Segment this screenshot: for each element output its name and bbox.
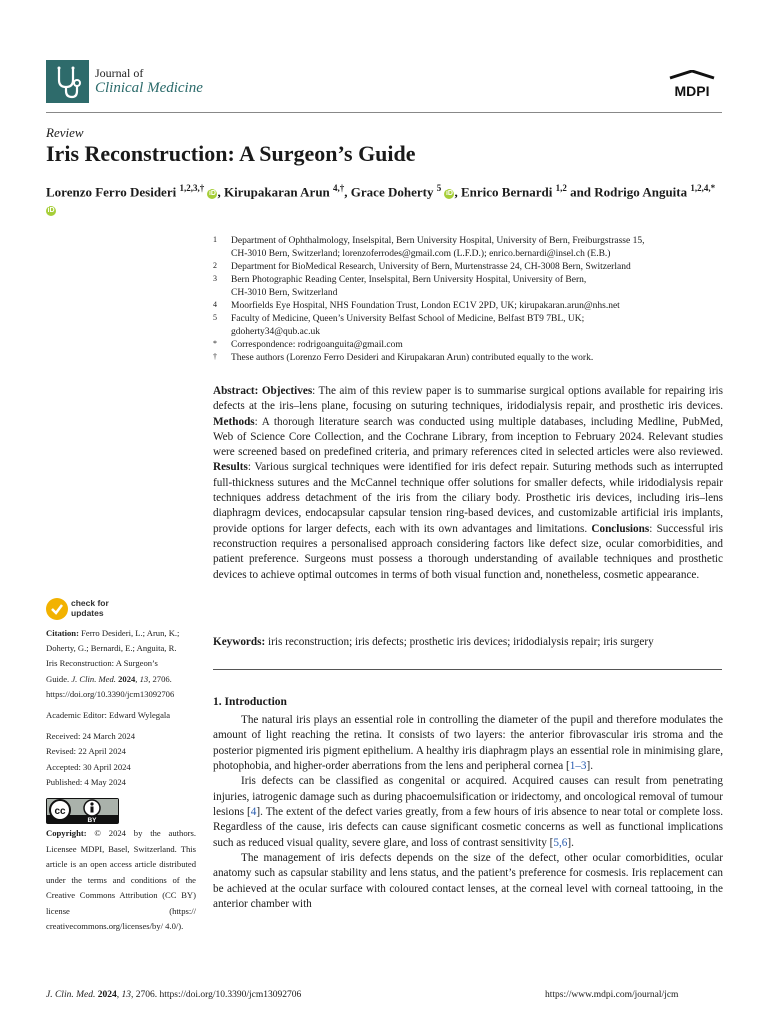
abstract-section-head: Methods (213, 415, 255, 428)
affiliation-mark: * (213, 339, 217, 348)
affiliation-line: CH-3010 Bern, Switzerland; lorenzoferrodes@gmail.com (L.F.D.); enrico.bernardi@insel.ch (E.B.) (231, 249, 611, 259)
citation-volume: 13 (139, 673, 149, 684)
affiliation-item (213, 313, 723, 339)
received-date: Received: 24 March 2024 (46, 731, 136, 742)
affiliation-line: These authors (Lorenzo Ferro Desideri and Kirupakaran Arun) contributed equally to the work. (231, 353, 594, 363)
keywords (213, 635, 723, 650)
revised-date: Revised: 22 April 2024 (46, 746, 126, 757)
affiliation-item (213, 300, 723, 313)
abstract-section-text: : Successful iris reconstruction requires a personalised approach considering factors like defect size, ocular comorbidities, and patient preference. Surgeons must possess a thorough understanding of available techniques and prosthetic devices to achieve optimal outcomes in terms of both visual function and, nonetheless, cosmetic appearance. (213, 522, 723, 581)
affiliation-line: Moorfields Eye Hospital, NHS Foundation Trust, London EC1V 2PD, UK; kirupakaran.arun@nhs.net (231, 301, 620, 311)
intro-text: Iris defects can be classified as congenital or acquired. Acquired causes can result from penetrating injuries, iatrogenic damage such as during phacoemulsification or iridectomy, and oncological removal of tumour lesions [ (213, 775, 723, 819)
journal-of-label: Journal of (95, 66, 144, 80)
intro-paragraph (213, 851, 723, 912)
author-affiliation-marks: 1,2,4,* (690, 183, 716, 193)
affiliation-line: gdoherty34@qub.ac.uk (231, 327, 320, 337)
citation-journal: J. Clin. Med. (71, 673, 116, 684)
author-separator: , (454, 184, 461, 200)
intro-text: ]. (567, 836, 574, 849)
stethoscope-icon (46, 60, 89, 103)
author-name[interactable]: Enrico Bernardi (460, 184, 553, 200)
affiliations-list (213, 235, 723, 365)
abstract-section-text: : A thorough literature search was conducted using multiple databases, including Medline, PubMed, Web of Science Core Collection, and the Cochrane Library, from inception to February 2024. Relevant studies were screened based on predefined criteria, and primary references cited in selected articles were also reviewed. (213, 415, 723, 459)
check-for-updates-line1: check for (71, 598, 109, 608)
check-for-updates-line2: updates (71, 608, 104, 618)
checkmark-icon (46, 598, 68, 620)
header-divider (46, 112, 722, 113)
article-info-sidebar (46, 626, 196, 790)
affiliation-line: Faculty of Medicine, Queen’s University Belfast School of Medicine, Belfast BT9 7BL, UK; (231, 314, 585, 324)
abstract-label: Abstract: (213, 385, 259, 397)
introduction-body (213, 713, 723, 912)
author-separator: and (566, 184, 595, 200)
author-affiliation-marks: 5 (436, 183, 442, 193)
copyright-notice (46, 826, 196, 935)
intro-paragraph (213, 713, 723, 774)
reference-link[interactable]: 5,6 (553, 836, 568, 849)
affiliation-item (213, 235, 723, 261)
intro-text: ]. (586, 760, 594, 773)
author-name[interactable]: Grace Doherty (350, 184, 434, 200)
abstract-section-text: : Various surgical techniques were identified for iris defect repair. Suturing methods such as interrupted full-thickness sutures and the McCannel technique offer solutions for smaller defects, while iridodialysis repair techniques address detachment of the iris from the ciliary body. Prosthetic iris devices, including iris–lens diaphragm devices, endocapsular capsular tension ring-based devices, and customizable artificial iris implants, provide options for larger defects, each with its own advantages and limitations. (213, 461, 723, 535)
journal-logo (46, 60, 89, 103)
citation-line: Ferro Desideri, L.; Arun, K.; (78, 628, 180, 638)
affiliation-mark: 4 (213, 300, 217, 309)
orcid-icon[interactable]: iD (47, 207, 55, 215)
author-name[interactable]: Rodrigo Anguita (594, 184, 688, 200)
article-type: Review (46, 125, 84, 140)
reference-link[interactable]: 4 (250, 806, 257, 819)
affiliation-line: Department for BioMedical Research, University of Bern, Murtenstrasse 24, CH-3008 Bern, Switzerland (231, 262, 631, 272)
orcid-icon[interactable]: iD (445, 190, 453, 198)
abstract-section-head: Results (213, 461, 248, 474)
footer-volume: 13 (121, 990, 131, 1000)
academic-editor: Academic Editor: Edward Wylegala (46, 710, 171, 721)
citation-line: Doherty, G.; Bernardi, E.; Anguita, R. (46, 643, 177, 654)
intro-text: The management of iris defects depends on the size of the defect, other ocular comorbidities, ocular anatomy such as capsular stability and lens status, and the patient’s preference for cosmesis. Iris replacement can be achieved at the ocular surface with coloured contact lenses, at the corneal level with corneal tattooing, in the anterior chamber with (213, 852, 723, 911)
affiliation-line: Department of Ophthalmology, Inselspital, Bern University Hospital, University of Bern, Freiburgstrasse 15, (231, 236, 645, 246)
mdpi-logo (664, 70, 720, 100)
affiliation-mark: † (213, 352, 217, 361)
mdpi-logo-text: MDPI (674, 83, 710, 99)
author-separator: , (217, 184, 224, 200)
affiliation-item (213, 261, 723, 274)
reference-link[interactable]: 1–3 (569, 760, 587, 773)
intro-text: ]. The extent of the defect varies greatly, from a few hours of iris absence to near total or complete loss. Regardless of the cause, iris defects can cause significant cosmetic concerns as well as functional implications such as reduced visual quality, severe glare, and loss of contrast sensitivity [ (213, 806, 723, 849)
citation-pages: , 2706. (148, 673, 172, 684)
author-list (46, 180, 722, 217)
author-affiliation-marks: 4,† (333, 183, 345, 193)
article-title: Iris Reconstruction: A Surgeon’s Guide (46, 141, 416, 166)
cc-by-label: BY (87, 817, 97, 824)
check-for-updates-button[interactable] (71, 598, 109, 618)
affiliation-mark: 1 (213, 235, 217, 244)
affiliation-item (213, 274, 723, 300)
copyright-label: Copyright: (46, 828, 87, 838)
mdpi-logo-graphic (664, 70, 720, 100)
journal-name: Clinical Medicine (95, 80, 203, 96)
affiliation-line: Bern Photographic Reading Center, Inselspital, Bern University Hospital, University of Bern, (231, 275, 587, 285)
intro-text: The natural iris plays an essential role in controlling the diameter of the pupil and therefore modulates the amount of light reaching the retina. It consists of two layers: the anterior fibrovascular iris stroma and the posterior pigmented iris pigment epithelium. A healthy iris diaphragm plays an essential role in minimising glare, photophobia, and higher-order aberrations from the lens and peripheral cornea [ (213, 714, 723, 773)
affiliation-item (213, 339, 723, 352)
affiliation-line: Correspondence: rodrigoanguita@gmail.com (231, 340, 403, 350)
keywords-label: Keywords: (213, 636, 266, 648)
author-name[interactable]: Lorenzo Ferro Desideri (46, 184, 177, 200)
svg-text:cc: cc (54, 806, 66, 817)
author-affiliation-marks: 1,2 (555, 183, 567, 193)
footer-journal-url[interactable]: https://www.mdpi.com/journal/jcm (545, 990, 679, 1000)
affiliation-mark: 2 (213, 261, 217, 270)
abstract (213, 384, 723, 583)
accepted-date: Accepted: 30 April 2024 (46, 761, 131, 772)
author-separator: , (344, 184, 351, 200)
citation-label: Citation: (46, 628, 79, 638)
copyright-text: © 2024 by the authors. Licensee MDPI, Basel, Switzerland. This article is an open access article distributed under the terms and conditions of the Creative Commons Attribution (CC BY) license (https:// creativecommons.org/licenses/by/ 4.0/). (46, 828, 196, 931)
footer-citation: J. Clin. Med. 2024, 13, 2706. https://doi.org/10.3390/jcm13092706 (46, 990, 302, 1000)
citation-line: Guide. (46, 673, 72, 684)
published-date: Published: 4 May 2024 (46, 776, 126, 787)
creative-commons-icon (46, 798, 119, 824)
author-affiliation-marks: 1,2,3,† (179, 183, 205, 193)
affiliation-line: CH-3010 Bern, Switzerland (231, 288, 338, 298)
introduction-heading: 1. Introduction (213, 696, 287, 708)
citation-line: Iris Reconstruction: A Surgeon’s (46, 658, 158, 669)
abstract-section-head: Conclusions (591, 522, 650, 535)
footer-doi[interactable]: , 2706. https://doi.org/10.3390/jcm13092706 (130, 990, 302, 1000)
abstract-section-text: : The aim of this review paper is to summarise surgical options available for repairing iris defects at the iris–lens plane, focusing on suturing techniques, iridodialysis repair, and prosthetic iris devices. (213, 385, 724, 413)
intro-paragraph (213, 774, 723, 851)
footer-journal: J. Clin. Med. (46, 990, 96, 1000)
citation-year: 2024 (118, 673, 136, 684)
check-for-updates-icon[interactable] (46, 598, 68, 620)
citation-block: Citation: Ferro Desideri, L.; Arun, K.; Doherty, G.; Bernardi, E.; Anguita, R. Iris Reconstruction: A Surgeon’s Guide. J. Clin. Med. 2024, 13, 2706. https://doi.org/10.3390/jcm13092706 (46, 628, 180, 699)
section-divider (213, 669, 722, 670)
orcid-icon[interactable]: iD (208, 190, 216, 198)
keywords-text: iris reconstruction; iris defects; prosthetic iris devices; iridodialysis repair; iris surgery (265, 636, 654, 648)
cc-by-license-badge[interactable] (46, 798, 119, 824)
author-name[interactable]: Kirupakaran Arun (223, 184, 330, 200)
affiliation-mark: 3 (213, 274, 217, 283)
affiliation-item (213, 352, 723, 365)
citation-doi-link[interactable]: https://doi.org/10.3390/jcm13092706 (46, 688, 175, 699)
affiliation-mark: 5 (213, 313, 217, 322)
abstract-section-head: Objectives (261, 385, 313, 397)
footer-year: 2024 (97, 990, 117, 1000)
